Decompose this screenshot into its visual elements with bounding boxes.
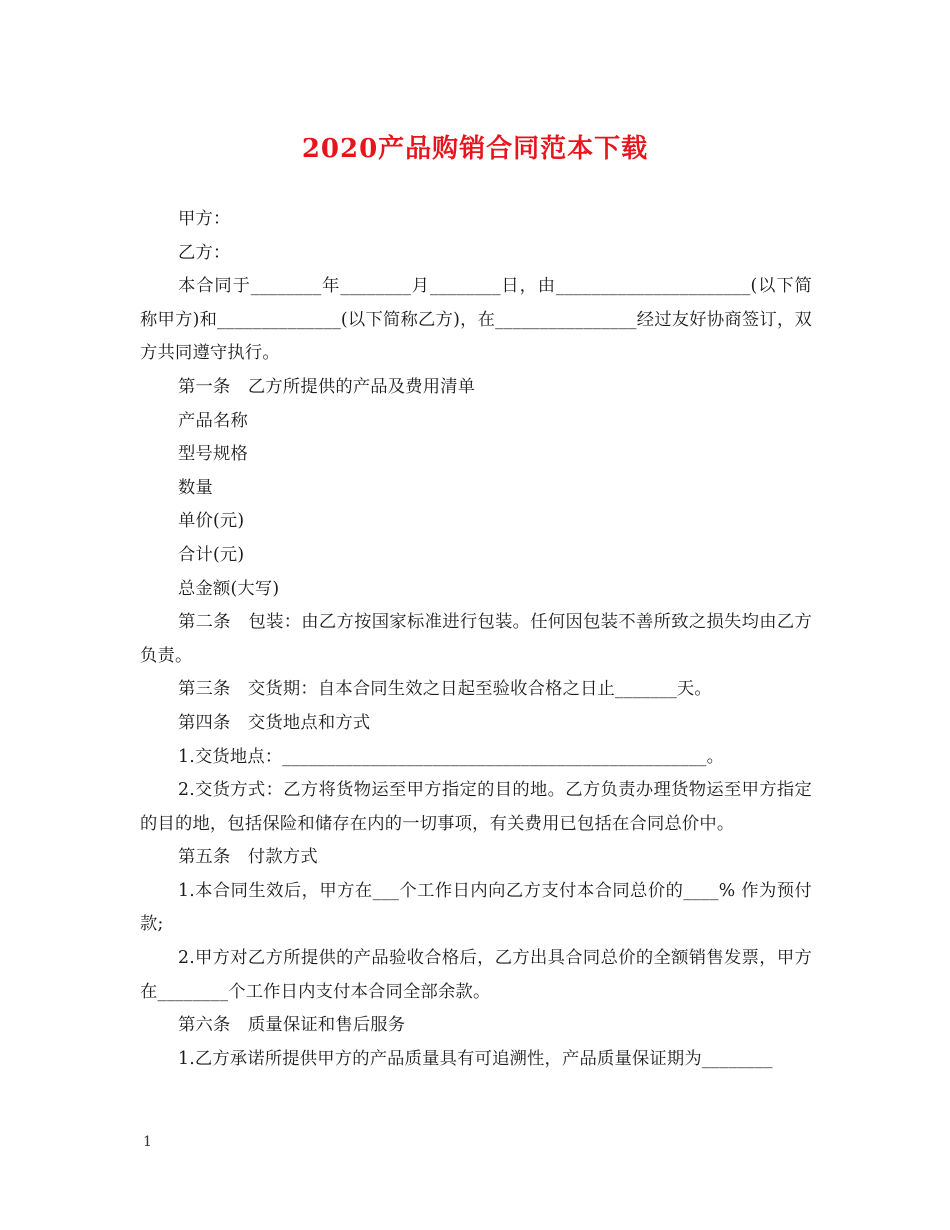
model-spec-line: 型号规格 (178, 444, 248, 465)
total-amount-line: 总金额(大写) (178, 578, 280, 599)
intro-paragraph: 本合同于________年________月________日，由______________________(以下简称甲方)和______________(以下简称乙方)，在________________经过友好协商签订，双方共同遵守执行。 (140, 276, 812, 364)
article-1-heading: 第一条 乙方所提供的产品及费用清单 (178, 376, 476, 397)
product-name-line: 产品名称 (178, 410, 248, 431)
party-a-line: 甲方： (178, 209, 231, 229)
payment-clause-1: 1.本合同生效后，甲方在___个工作日内向乙方支付本合同总价的____% 作为预付款; (140, 880, 812, 935)
quality-clause-1: 1.乙方承诺所提供甲方的产品质量具有可追溯性，产品质量保证期为________ (178, 1048, 773, 1069)
document-body (140, 203, 812, 1076)
article-5-heading: 第五条 付款方式 (178, 847, 318, 868)
delivery-method-paragraph: 2.交货方式：乙方将货物运至甲方指定的目的地。乙方负责办理货物运至甲方指定的目的地，包括保险和储存在内的一切事项，有关费用已包括在合同总价中。 (140, 780, 812, 834)
delivery-place-line: 1.交货地点：________________________________________________。 (178, 746, 725, 767)
article-6-heading: 第六条 质量保证和售后服务 (178, 1015, 406, 1036)
subtotal-line: 合计(元) (178, 544, 245, 565)
quantity-line: 数量 (178, 477, 213, 498)
payment-clause-2: 2.甲方对乙方所提供的产品验收合格后，乙方出具合同总价的全额销售发票，甲方在________个工作日内支付本合同全部余款。 (140, 948, 812, 1002)
article-3-paragraph: 第三条 交货期：自本合同生效之日起至验收合格之日止_______天。 (178, 679, 712, 700)
document-title: 2020产品购销合同范本下载 (301, 134, 649, 164)
article-2-paragraph: 第二条 包装：由乙方按国家标准进行包装。任何因包装不善所致之损失均由乙方负责。 (140, 612, 812, 666)
party-b-line: 乙方： (178, 242, 231, 263)
article-4-heading: 第四条 交货地点和方式 (178, 712, 371, 733)
unit-price-line: 单价(元) (178, 511, 245, 532)
page-number: 1 (143, 1134, 152, 1150)
